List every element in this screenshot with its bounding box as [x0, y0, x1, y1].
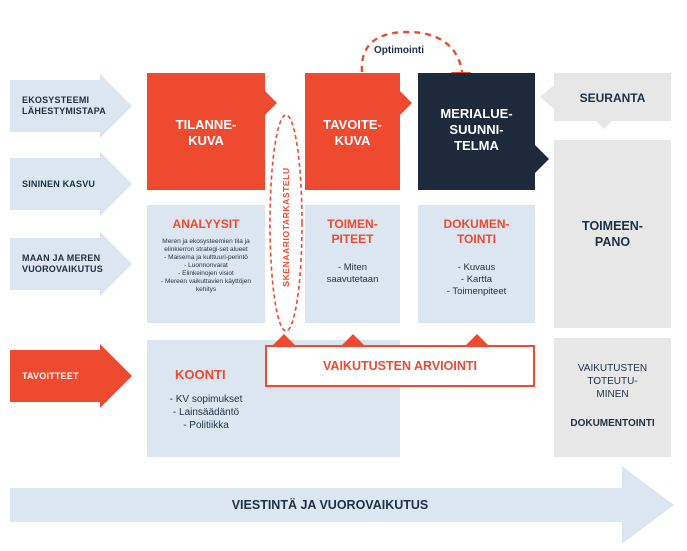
arrow-goals-label: TAVOITTEET	[22, 371, 79, 381]
arrow-blue-growth-label: SININEN KASVU	[22, 179, 96, 189]
arrow-ecosystem-label: EKOSYSTEEMI LÄHESTYMISTAPA	[22, 95, 106, 116]
tilannekuva-box	[147, 73, 277, 190]
analyysit-body: Meren ja ekosysteemien tila ja elinkierron strategi-set alueet - Maisema ja kulttuuri-perintö - Luonnonvarat - Elinkeinojen visiot - Mereen vaikuttavien käyttöjen kehitys	[161, 238, 251, 293]
vaikutusten-toteutuminen-label: VAIKUTUSTEN TOTEUTU- MINEN	[577, 363, 648, 400]
dokumentointi-title: DOKUMEN- TOINTI	[443, 217, 510, 246]
dokumentointi-box	[418, 205, 535, 323]
merialue-label: MERIALUE- SUUNNI- TELMA	[440, 106, 513, 153]
tavoitekuva-box	[305, 73, 412, 190]
arrow-up-3	[465, 332, 489, 346]
vaikutusten-arviointi-box	[265, 345, 535, 387]
toimeenpano-divider	[554, 328, 671, 338]
seuranta-label: SEURANTA	[579, 91, 646, 105]
toimenpiteet-box	[305, 205, 400, 323]
merialue-box	[418, 73, 549, 190]
dokumentointi-body: - Kuvaus - Kartta - Toimenpiteet	[446, 262, 507, 297]
arrow-communication	[10, 466, 674, 544]
analyysit-title: ANALYYSIT	[172, 217, 240, 231]
koonti-body: - KV sopimukset - Lainsäädäntö - Politiikka	[169, 394, 243, 431]
arrow-up-1	[272, 332, 296, 346]
toimeenpano-box	[554, 140, 671, 457]
tilannekuva-label: TILANNE- KUVA	[175, 117, 237, 148]
toimenpiteet-title: TOIMEN- PITEET	[327, 217, 378, 246]
tavoitekuva-label: TAVOITE- KUVA	[323, 117, 382, 148]
arrow-land-sea-label: MAAN JA MEREN VUOROVAIKUTUS	[22, 253, 103, 274]
analyysit-box	[147, 205, 265, 323]
toimeenpano-label: TOIMEEN- PANO	[582, 219, 643, 249]
vaikutusten-arviointi-label: VAIKUTUSTEN ARVIOINTI	[323, 359, 477, 373]
seuranta-box	[540, 73, 671, 135]
arrow-communication-label: VIESTINTÄ JA VUOROVAIKUTUS	[231, 498, 429, 512]
arrow-ecosystem	[10, 74, 132, 138]
skenaario-label: SKENAARIOTARKASTELU	[281, 167, 291, 287]
arrow-goals	[10, 344, 132, 408]
arrow-up-2	[341, 332, 365, 346]
arrow-blue-growth	[10, 152, 132, 216]
toimenpiteet-body: - Miten saavutetaan	[326, 262, 379, 285]
koonti-title: KOONTI	[175, 367, 226, 382]
optimointi-label: Optimointi	[374, 45, 424, 56]
arrow-land-sea	[10, 232, 132, 296]
dokumentointi-right-label: DOKUMENTOINTI	[570, 418, 655, 429]
